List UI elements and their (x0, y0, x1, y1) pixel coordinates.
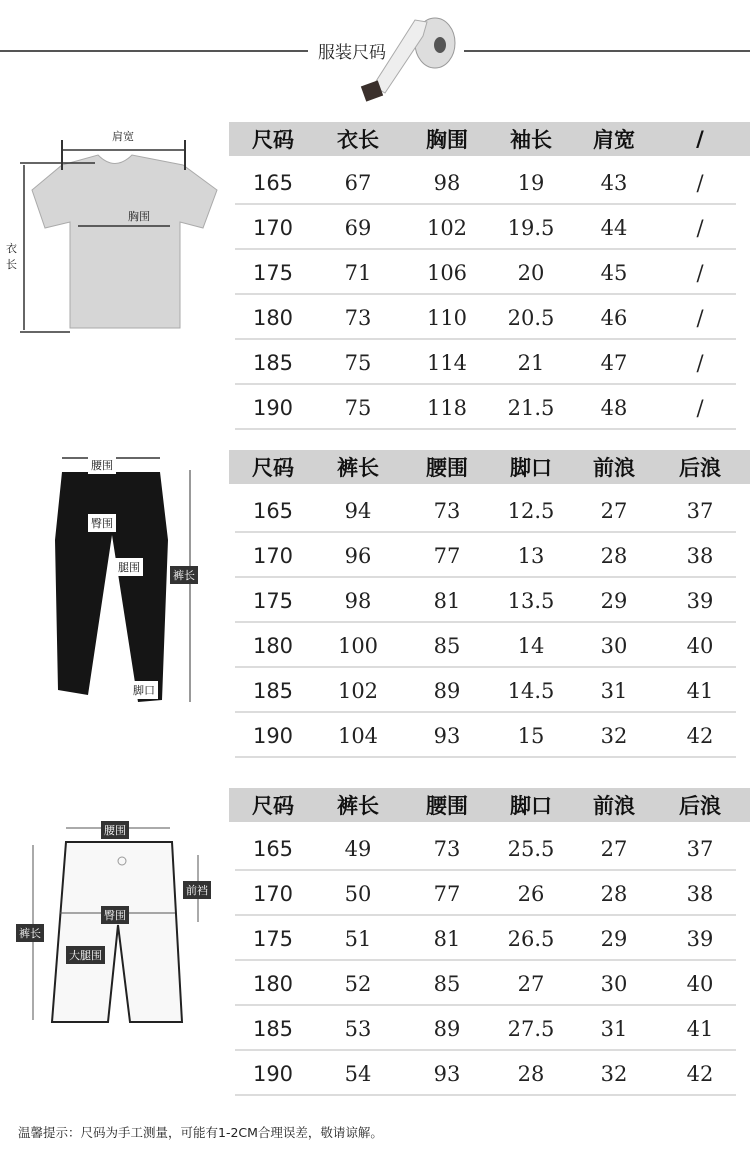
length-label: 裤长 (16, 924, 44, 942)
column-header: 前浪 (593, 794, 635, 818)
measurement-cell: 19 (517, 170, 545, 195)
size-cell: 175 (252, 926, 294, 951)
column-header: 脚口 (510, 456, 552, 480)
measurement-cell: 30 (600, 633, 628, 658)
measurement-cell: 20.5 (507, 305, 555, 330)
column-header: 裤长 (337, 456, 379, 480)
measurement-cell: 102 (426, 215, 468, 240)
measurement-cell: / (696, 395, 704, 420)
measurement-cell: 81 (433, 588, 461, 613)
measurement-cell: 94 (344, 498, 372, 523)
pants-size-table (229, 450, 750, 758)
table-row (229, 340, 750, 385)
measurement-cell: 37 (686, 498, 714, 523)
measurement-cell: 104 (337, 723, 379, 748)
measurement-cell: 100 (337, 633, 379, 658)
measurement-cell: 38 (686, 543, 714, 568)
measurement-cell: 110 (426, 305, 468, 330)
measurement-cell: 73 (344, 305, 372, 330)
measurement-cell: 47 (600, 350, 628, 375)
table-row (229, 623, 750, 668)
measurement-cell: 102 (337, 678, 379, 703)
measurement-cell: 26.5 (507, 926, 555, 951)
measurement-cell: 19.5 (507, 215, 555, 240)
table-row (229, 668, 750, 713)
measurement-cell: 27 (600, 836, 628, 861)
measurement-cell: 85 (433, 633, 461, 658)
rise-label: 前裆 (183, 881, 211, 899)
size-cell: 175 (252, 260, 294, 285)
column-header: 尺码 (252, 456, 294, 480)
measurement-cell: 42 (686, 1061, 714, 1086)
size-cell: 165 (252, 836, 294, 861)
measurement-cell: 14 (517, 633, 545, 658)
measurement-cell: 29 (600, 926, 628, 951)
measurement-cell: 21.5 (507, 395, 555, 420)
measurement-cell: 46 (600, 305, 628, 330)
measurement-cell: 40 (686, 971, 714, 996)
column-header: 前浪 (593, 456, 635, 480)
table-row (229, 826, 750, 871)
measurement-cell: 73 (433, 836, 461, 861)
tshirt-drawing (0, 110, 230, 350)
measurement-cell: 20 (517, 260, 545, 285)
size-cell: 170 (252, 215, 294, 240)
column-header: 胸围 (426, 128, 468, 152)
measurement-cell: 75 (344, 395, 372, 420)
measurement-cell: 50 (344, 881, 372, 906)
measurement-cell: 14.5 (507, 678, 555, 703)
table-row (229, 578, 750, 623)
measurement-cell: 27.5 (507, 1016, 555, 1041)
measurement-cell: 98 (433, 170, 461, 195)
column-header: 肩宽 (593, 128, 635, 152)
table-row (229, 1006, 750, 1051)
measurement-cell: 85 (433, 971, 461, 996)
size-cell: 165 (252, 170, 294, 195)
measurement-cell: 41 (686, 1016, 714, 1041)
table-row (229, 205, 750, 250)
measurement-cell: 98 (344, 588, 372, 613)
size-cell: 170 (252, 881, 294, 906)
hip-label: 臀围 (88, 514, 116, 532)
length-label: 裤长 (170, 566, 198, 584)
table-row (229, 533, 750, 578)
column-header: 尺码 (252, 128, 294, 152)
measurement-cell: 39 (686, 588, 714, 613)
measurement-cell: 44 (600, 215, 628, 240)
measurement-note: 温馨提示：尺码为手工测量，可能有1-2CM合理误差，敬请谅解。 (18, 1125, 383, 1140)
measurement-cell: 32 (600, 1061, 628, 1086)
shorts-illustration (0, 800, 230, 1030)
size-cell: 170 (252, 543, 294, 568)
header-divider-left (0, 50, 308, 52)
table-row (229, 250, 750, 295)
table-header (229, 122, 750, 156)
measurement-cell: 52 (344, 971, 372, 996)
measurement-cell: 75 (344, 350, 372, 375)
hip-label: 臀围 (101, 906, 129, 924)
measurement-cell: 13 (517, 543, 545, 568)
column-header: 尺码 (252, 794, 294, 818)
measurement-cell: 45 (600, 260, 628, 285)
length-label: 衣长 (6, 242, 17, 271)
table-row (229, 916, 750, 961)
size-cell: 165 (252, 498, 294, 523)
measurement-cell: 49 (344, 836, 372, 861)
thigh-label: 大腿围 (66, 946, 105, 964)
measurement-cell: / (696, 305, 704, 330)
measurement-cell: / (696, 260, 704, 285)
measurement-cell: 38 (686, 881, 714, 906)
measurement-cell: 12.5 (507, 498, 555, 523)
measurement-cell: 29 (600, 588, 628, 613)
measurement-cell: / (696, 215, 704, 240)
size-cell: 190 (252, 723, 294, 748)
measurement-cell: 27 (517, 971, 545, 996)
measurement-cell: 42 (686, 723, 714, 748)
size-cell: 175 (252, 588, 294, 613)
size-cell: 180 (252, 305, 294, 330)
measurement-cell: 37 (686, 836, 714, 861)
table-row (229, 385, 750, 430)
measurement-cell: 106 (426, 260, 468, 285)
table-row (229, 160, 750, 205)
column-header: 后浪 (679, 794, 721, 818)
measurement-cell: 30 (600, 971, 628, 996)
thigh-label: 腿围 (115, 558, 143, 576)
table-row (229, 871, 750, 916)
table-row (229, 488, 750, 533)
measurement-cell: 31 (600, 678, 628, 703)
table-header (229, 788, 750, 822)
measurement-cell: 40 (686, 633, 714, 658)
table-row (229, 961, 750, 1006)
measurement-cell: 77 (433, 543, 461, 568)
size-cell: 185 (252, 1016, 294, 1041)
shorts-size-table (229, 788, 750, 1096)
measurement-cell: 26 (517, 881, 545, 906)
measurement-cell: 32 (600, 723, 628, 748)
measurement-cell: 41 (686, 678, 714, 703)
size-cell: 180 (252, 633, 294, 658)
column-header: 脚口 (510, 794, 552, 818)
column-header: 腰围 (426, 794, 468, 818)
measurement-cell: 69 (344, 215, 372, 240)
hem-label: 脚口 (130, 681, 158, 699)
measurement-cell: 13.5 (507, 588, 555, 613)
tape-measure-icon (355, 8, 460, 103)
header-divider-right (464, 50, 750, 52)
column-header: 袖长 (510, 128, 552, 152)
table-header (229, 450, 750, 484)
measurement-cell: 93 (433, 723, 461, 748)
measurement-cell: 77 (433, 881, 461, 906)
size-cell: 190 (252, 1061, 294, 1086)
measurement-cell: 93 (433, 1061, 461, 1086)
table-row (229, 713, 750, 758)
measurement-cell: 28 (600, 543, 628, 568)
measurement-cell: 51 (344, 926, 372, 951)
measurement-cell: 27 (600, 498, 628, 523)
pants-illustration (0, 440, 230, 720)
measurement-cell: 54 (344, 1061, 372, 1086)
measurement-cell: 48 (600, 395, 628, 420)
measurement-cell: 25.5 (507, 836, 555, 861)
table-row (229, 1051, 750, 1096)
measurement-cell: 67 (344, 170, 372, 195)
measurement-cell: 21 (517, 350, 545, 375)
tshirt-size-table (229, 122, 750, 430)
measurement-cell: 114 (426, 350, 468, 375)
measurement-cell: 96 (344, 543, 372, 568)
size-cell: 185 (252, 678, 294, 703)
column-header: 后浪 (679, 456, 721, 480)
waist-label: 腰围 (101, 821, 129, 839)
measurement-cell: 43 (600, 170, 628, 195)
waist-label: 腰围 (88, 456, 116, 474)
size-cell: 180 (252, 971, 294, 996)
column-header: 衣长 (337, 128, 379, 152)
size-cell: 185 (252, 350, 294, 375)
measurement-cell: 73 (433, 498, 461, 523)
measurement-cell: 89 (433, 678, 461, 703)
measurement-cell: 31 (600, 1016, 628, 1041)
measurement-cell: 39 (686, 926, 714, 951)
chest-label: 胸围 (128, 210, 150, 223)
measurement-cell: 15 (517, 723, 545, 748)
measurement-cell: 71 (344, 260, 372, 285)
measurement-cell: 89 (433, 1016, 461, 1041)
measurement-cell: 53 (344, 1016, 372, 1041)
table-row (229, 295, 750, 340)
page-title: 服装尺码 (318, 43, 386, 63)
size-cell: 190 (252, 395, 294, 420)
measurement-cell: 118 (426, 395, 468, 420)
measurement-cell: / (696, 170, 704, 195)
measurement-cell: 28 (517, 1061, 545, 1086)
tshirt-illustration (0, 110, 230, 350)
column-header: / (696, 127, 704, 151)
measurement-cell: / (696, 350, 704, 375)
column-header: 裤长 (337, 794, 379, 818)
measurement-cell: 81 (433, 926, 461, 951)
column-header: 腰围 (426, 456, 468, 480)
measurement-cell: 28 (600, 881, 628, 906)
shoulder-label: 肩宽 (112, 130, 134, 143)
